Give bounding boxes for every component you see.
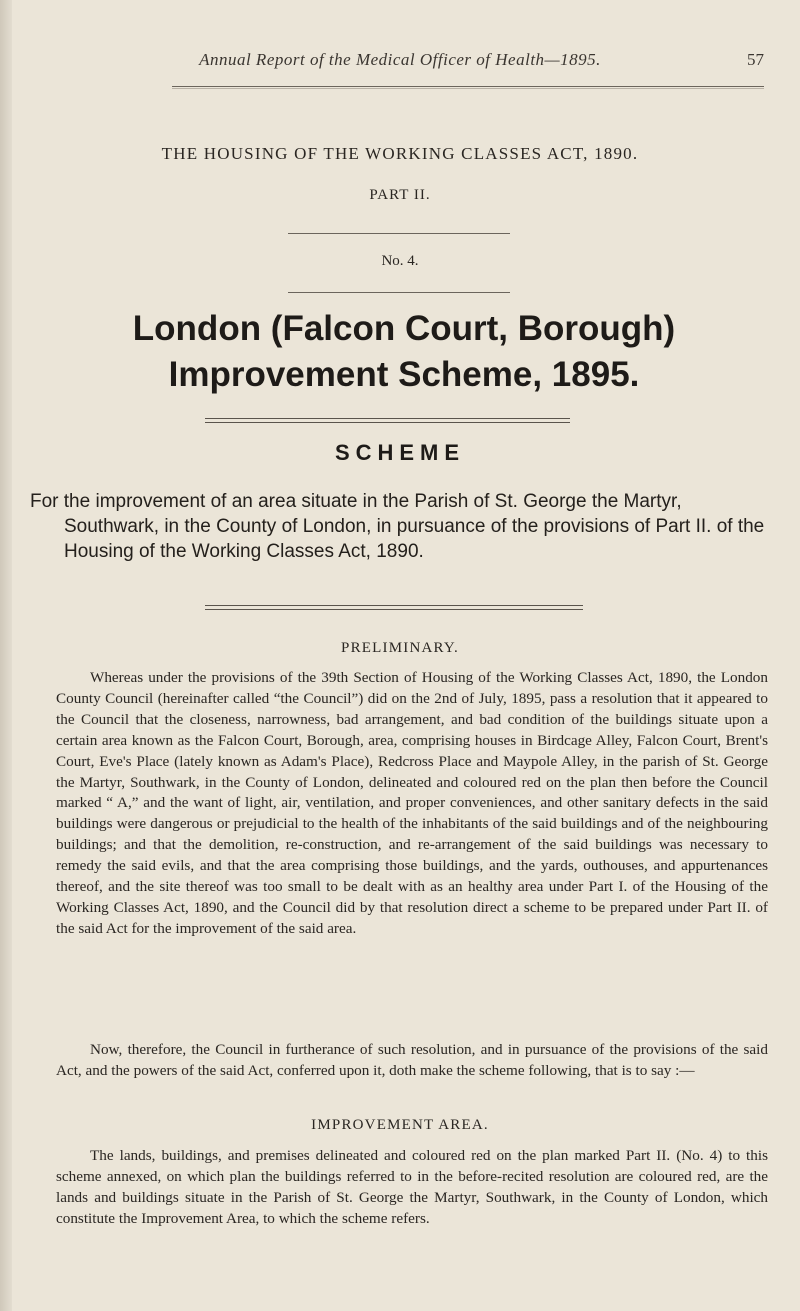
- act-title: THE HOUSING OF THE WORKING CLASSES ACT, 1890.: [161, 144, 639, 163]
- running-title: Annual Report of the Medical Officer of Health—1895.: [199, 50, 601, 69]
- page-number: 57: [747, 50, 764, 69]
- preliminary-paragraph: Whereas under the provisions of the 39th Section of Housing of the Working Classes Act, 1890, the London County Council (hereinafter called “the Council”) did on the 2nd of July, 1895, pass a resolution that it appeared to the Council that the closeness, narrowness, bad arrangement, and bad condition of the buildings situate upon a certain area known as the Falcon Court, Borough, area, comprising houses in Birdcage Alley, Falcon Court, Brent's Court, Eve's Place (lately known as Adam's Place), Redcross Place and Maypole Alley, in the parish of St. George the Martyr, Southwark, in the County of London, delineated and coloured red on the plan then before the Council marked “ A,” and the want of light, air, ventilation, and proper conveniences, and other sanitary defects in the said buildings were dangerous or prejudicial to the health of the inhabitants of the said buildings and of the neighbouring buildings; and that the demolition, re-construction, and re-arrangement of the said buildings was necessary to remedy the said evils, and that the area comprising those buildings, and the yards, outhouses, and appurtenances thereof, and the site thereof was too small to be dealt with as an healthy area under Part I. of the Housing of the Working Classes Act, 1890, and the Council did by that resolution direct a scheme to be prepared under Part II. of the said Act for the improvement of the said area.: [56, 669, 768, 937]
- running-head: [0, 48, 800, 74]
- purpose-text: For the improvement of an area situate in the Parish of St. George the Martyr, Southwark, in the County of London, in pursuance of the provisions of Part II. of the Housing of the Working Classes Act, 1890.: [30, 491, 765, 562]
- scheme-title: London (Falcon Court, Borough) Improvement Scheme, 1895.: [132, 309, 676, 394]
- double-rule: [205, 418, 570, 423]
- resolution-paragraph: Now, therefore, the Council in furtherance of such resolution, and in pursuance of the provisions of the said Act, and the powers of the said Act, conferred upon it, doth make the scheme following, that is to say :—: [56, 1041, 768, 1079]
- divider-rule: [288, 292, 510, 293]
- double-rule: [205, 605, 583, 610]
- improvement-area-paragraph: The lands, buildings, and premises delineated and coloured red on the plan marked Part II. (No. 4) to this scheme annexed, on which plan the buildings referred to in the before-recited resolution are coloured red, are the lands and buildings situate in the Parish of St. George the Martyr, Southwark, in the County of London, which constitute the Improvement Area, to which the scheme refers.: [56, 1147, 768, 1227]
- header-rule: [172, 86, 764, 87]
- part-label: PART II.: [369, 187, 431, 203]
- improvement-area-heading: IMPROVEMENT AREA.: [311, 1117, 489, 1133]
- divider-rule: [288, 233, 510, 234]
- preliminary-heading: PRELIMINARY.: [341, 640, 459, 656]
- scheme-heading: SCHEME: [334, 440, 466, 465]
- number-label: No. 4.: [381, 253, 419, 269]
- purpose-statement: [30, 489, 772, 564]
